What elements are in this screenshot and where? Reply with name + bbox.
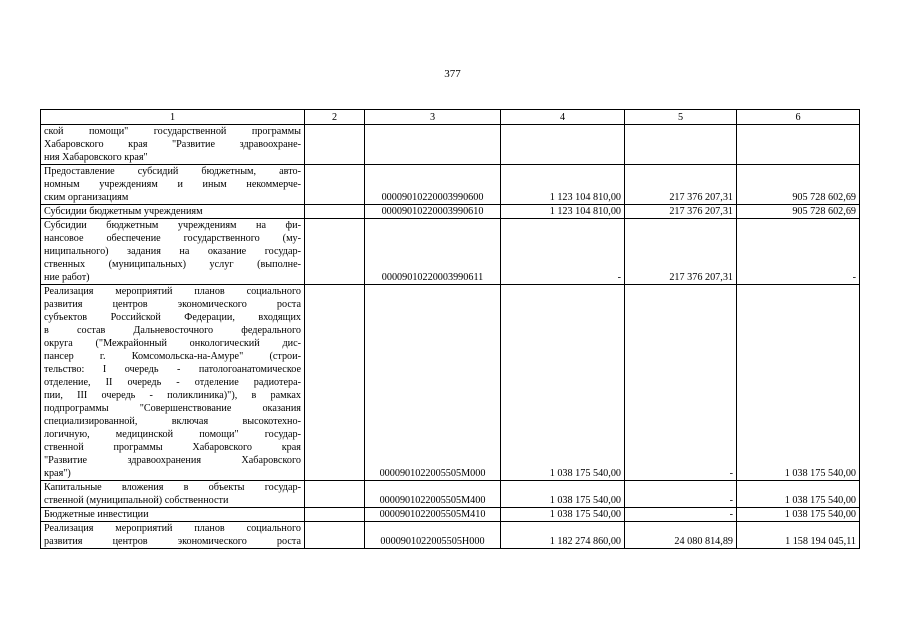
row-col2-cell	[305, 125, 365, 165]
description-line: логичную, медицинской помощи" государ-	[44, 429, 301, 440]
row-col5-value: 217 376 207,31	[625, 205, 737, 219]
description-line: "Развитие здравоохранения Хабаровского	[44, 455, 301, 466]
description-line: тельство: I очередь - патологоанатомическое	[44, 364, 301, 375]
description-line: пансер г. Комсомольска-на-Амуре" (строи-	[44, 351, 301, 362]
description-line: Предоставление субсидий бюджетным, авто-	[44, 166, 301, 177]
description-line: ственной программы Хабаровского края	[44, 442, 301, 453]
row-description	[41, 165, 305, 205]
row-code-cell: 00009010220003990600	[365, 165, 501, 205]
row-col5-value: -	[625, 481, 737, 508]
row-code-cell: 0000901022005505M410	[365, 508, 501, 522]
description-line: развития центров экономического роста	[44, 536, 301, 547]
row-col5-value: -	[625, 508, 737, 522]
row-col4-value: -	[501, 219, 625, 285]
table-row	[41, 285, 860, 481]
row-code-cell	[365, 125, 501, 165]
description-line: Капитальные вложения в объекты государ-	[44, 482, 301, 493]
row-col2-cell	[305, 508, 365, 522]
table-header-row	[41, 110, 860, 125]
description-line: развития центров экономического роста	[44, 299, 301, 310]
row-col6-value: 1 038 175 540,00	[737, 508, 860, 522]
column-header: 2	[305, 110, 365, 125]
row-col4-value: 1 038 175 540,00	[501, 285, 625, 481]
row-col2-cell	[305, 481, 365, 508]
description-line: края")	[44, 468, 71, 479]
row-col2-cell	[305, 285, 365, 481]
budget-table	[40, 109, 860, 549]
description-line: ниципального) задания на оказание государ-	[44, 246, 301, 257]
row-col2-cell	[305, 205, 365, 219]
table-row	[41, 165, 860, 205]
row-description	[41, 481, 305, 508]
row-code-cell: 0000901022005505Н000	[365, 522, 501, 549]
description-line: ским организациям	[44, 192, 129, 203]
row-code-cell: 0000901022005505M000	[365, 285, 501, 481]
description-line: ственных (муниципальных) услуг (выполне-	[44, 259, 301, 270]
row-col2-cell	[305, 522, 365, 549]
row-description	[41, 219, 305, 285]
table-row	[41, 125, 860, 165]
row-col5-value	[625, 125, 737, 165]
row-col4-value: 1 182 274 860,00	[501, 522, 625, 549]
row-col4-value: 1 123 104 810,00	[501, 205, 625, 219]
description-line: субъектов Российской Федерации, входящих	[44, 312, 301, 323]
description-line: отделение, II очередь - отделение радиотера-	[44, 377, 301, 388]
description-line: ственной (муниципальной) собственности	[44, 495, 229, 506]
column-header: 3	[365, 110, 501, 125]
description-line: ние работ)	[44, 272, 90, 283]
description-line: номным учреждениям и иным некоммерче-	[44, 179, 301, 190]
table-row	[41, 219, 860, 285]
table-row	[41, 205, 860, 219]
description-line: округа ("Межрайонный онкологический дис-	[44, 338, 301, 349]
column-header: 6	[737, 110, 860, 125]
row-col6-value: 1 038 175 540,00	[737, 285, 860, 481]
row-description	[41, 522, 305, 549]
row-col6-value: -	[737, 219, 860, 285]
column-header: 5	[625, 110, 737, 125]
row-description	[41, 205, 305, 219]
row-col4-value: 1 123 104 810,00	[501, 165, 625, 205]
row-description	[41, 508, 305, 522]
description-line: в состав Дальневосточного федерального	[44, 325, 301, 336]
row-col6-value: 1 038 175 540,00	[737, 481, 860, 508]
table-row	[41, 522, 860, 549]
column-header: 4	[501, 110, 625, 125]
page-number: 377	[444, 68, 461, 80]
row-code-cell: 0000901022005505M400	[365, 481, 501, 508]
row-col4-value: 1 038 175 540,00	[501, 481, 625, 508]
description-line: Хабаровского края "Развитие здравоохране-	[44, 139, 301, 150]
row-code-cell: 00009010220003990611	[365, 219, 501, 285]
row-code-cell: 00009010220003990610	[365, 205, 501, 219]
row-col6-value: 1 158 194 045,11	[737, 522, 860, 549]
description-line: подпрограммы "Совершенствование оказания	[44, 403, 301, 414]
row-col6-value	[737, 125, 860, 165]
row-col2-cell	[305, 165, 365, 205]
description-line: ния Хабаровского края"	[44, 152, 148, 163]
row-col6-value: 905 728 602,69	[737, 165, 860, 205]
description-line: ской помощи" государственной программы	[44, 126, 301, 137]
description-line: нансовое обеспечение государственного (му-	[44, 233, 301, 244]
description-line: Субсидии бюджетным учреждениям на фи-	[44, 220, 301, 231]
column-header: 1	[41, 110, 305, 125]
description-line: Реализация мероприятий планов социального	[44, 286, 301, 297]
description-line: пии, III очередь - поликлиника)"), в рамках	[44, 390, 301, 401]
row-col5-value: 217 376 207,31	[625, 165, 737, 205]
row-col6-value: 905 728 602,69	[737, 205, 860, 219]
row-description	[41, 125, 305, 165]
description-line: специализированной, включая высокотехно-	[44, 416, 301, 427]
row-col4-value	[501, 125, 625, 165]
row-col5-value: -	[625, 285, 737, 481]
row-description	[41, 285, 305, 481]
row-col2-cell	[305, 219, 365, 285]
description-line: Субсидии бюджетным учреждениям	[44, 206, 203, 217]
description-line: Бюджетные инвестиции	[44, 509, 149, 520]
table-row	[41, 481, 860, 508]
description-line: Реализация мероприятий планов социального	[44, 523, 301, 534]
table-row	[41, 508, 860, 522]
row-col4-value: 1 038 175 540,00	[501, 508, 625, 522]
row-col5-value: 217 376 207,31	[625, 219, 737, 285]
row-col5-value: 24 080 814,89	[625, 522, 737, 549]
